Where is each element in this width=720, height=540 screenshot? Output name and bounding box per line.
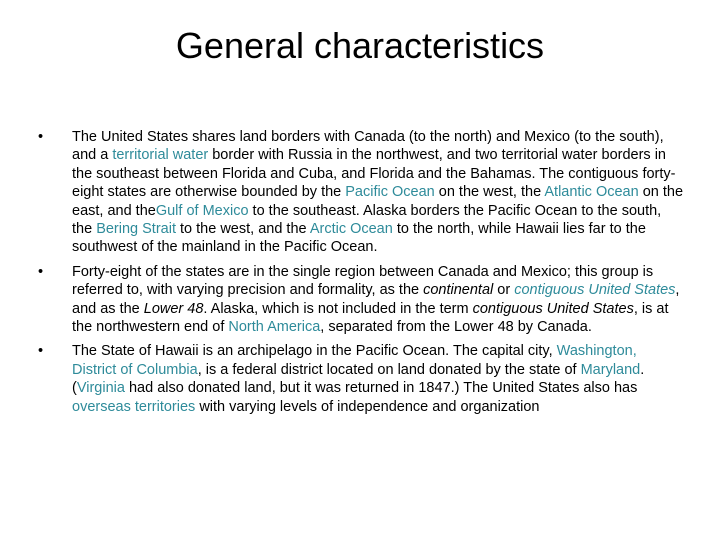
hyperlink[interactable]: North America <box>228 319 321 336</box>
body-text: , and as the <box>72 282 680 317</box>
hyperlink[interactable]: overseas territories <box>72 398 196 415</box>
bullet-item <box>38 263 684 337</box>
body-text: with varying levels of independence and organization <box>195 398 540 415</box>
emphasized-text: continental <box>423 282 494 299</box>
body-text: , separated from the Lower 48 by Canada. <box>320 319 592 336</box>
body-text: , is at the northwestern end of <box>72 300 669 336</box>
bullet-item <box>38 128 684 257</box>
hyperlink[interactable]: territorial water <box>112 147 209 164</box>
body-text: on the east, and the <box>72 184 684 219</box>
hyperlink[interactable]: Washington, District of Columbia <box>72 343 637 378</box>
hyperlink[interactable]: Pacific Ocean <box>345 184 435 201</box>
body-text: . ( <box>72 361 645 397</box>
hyperlink[interactable]: Maryland <box>580 361 641 378</box>
body-text: . Alaska, which is not included in the term <box>203 300 473 317</box>
bullet-marker: • <box>38 263 44 280</box>
bullet-marker: • <box>38 343 44 360</box>
body-text: , is a federal district located on land donated by the state of <box>197 361 581 378</box>
hyperlink[interactable]: Bering Strait <box>96 221 176 238</box>
hyperlink[interactable]: Virginia <box>76 380 125 397</box>
body-text: Forty-eight of the states are in the single region between Canada and Mexico; this group is referred to, with varying precision and formality, as the <box>72 263 654 299</box>
emphasized-text: Lower 48 <box>143 300 204 317</box>
body-text: had also donated land, but it was returned in 1847.) The United States also has <box>124 380 638 397</box>
body-text: to the west, and the <box>175 221 310 238</box>
bullet-list <box>38 128 684 422</box>
body-text: or <box>493 282 515 299</box>
body-text: to the southeast. Alaska borders the Pacific Ocean to the south, the <box>72 202 662 238</box>
hyperlink[interactable]: Gulf of Mexico <box>155 202 249 219</box>
body-text: The United States shares land borders with Canada (to the north) and Mexico (to the south), and a <box>72 129 664 164</box>
bullet-marker: • <box>38 129 44 145</box>
body-text: on the west, the <box>434 184 545 201</box>
slide-title: General characteristics <box>175 25 545 66</box>
hyperlink[interactable]: contiguous United States <box>514 282 676 299</box>
body-text: The State of Hawaii is an archipelago in the Pacific Ocean. The capital city, <box>72 343 557 360</box>
body-text: border with Russia in the northwest, and two territorial water borders in the southeast between Florida and Cuba, and Florida and the Bahamas. The contiguous forty-eight states are otherwise bounded by the <box>72 147 676 201</box>
body-text: to the north, while Hawaii lies far to the southwest of the mainland in the Pacific Ocean. <box>72 221 646 256</box>
emphasized-text: contiguous United States <box>472 300 634 317</box>
hyperlink[interactable]: Arctic Ocean <box>309 221 393 238</box>
bullet-item <box>38 342 684 416</box>
hyperlink[interactable]: Atlantic Ocean <box>544 184 639 201</box>
